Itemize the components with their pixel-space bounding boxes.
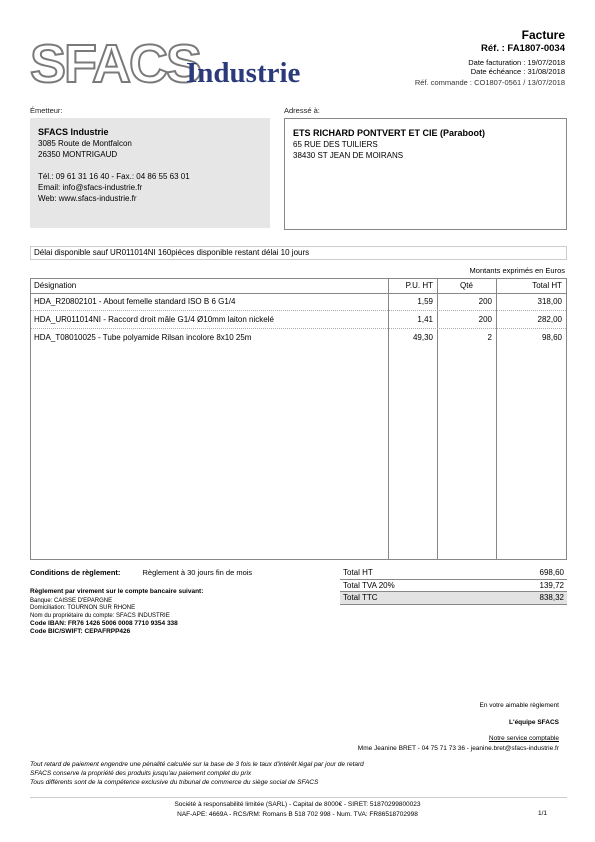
- bank-bic: Code BIC/SWIFT: CEPAFRPP426: [30, 627, 131, 635]
- recipient-name: ETS RICHARD PONTVERT ET CIE (Paraboot): [293, 128, 486, 138]
- item-quantity: 200: [478, 315, 492, 324]
- closing-greeting: En votre aimable règlement: [479, 702, 559, 709]
- bank-name: Banque: CAISSE D'EPARGNE: [30, 597, 113, 604]
- total-tva-value: 139,72: [539, 580, 564, 590]
- sender-address-line2: 26350 MONTRIGAUD: [38, 150, 118, 159]
- total-ht-label: Total HT: [343, 568, 373, 577]
- header-unit-price: P.U. HT: [405, 281, 433, 290]
- item-unit-price: 1,59: [417, 297, 433, 306]
- closing-team: L'équipe SFACS: [509, 719, 559, 726]
- totals-table: [340, 567, 567, 605]
- header-total: Total HT: [532, 281, 562, 290]
- invoice-dates: [468, 58, 565, 76]
- item-total: 318,00: [537, 297, 562, 306]
- footer-divider: [30, 797, 567, 798]
- header-quantity: Qté: [460, 281, 473, 290]
- header-designation: Désignation: [34, 281, 77, 290]
- sender-box: [30, 118, 270, 228]
- total-ht-value: 698,60: [539, 568, 564, 577]
- footer: [0, 800, 595, 819]
- bank-iban: Code IBAN: FR76 1426 5006 0008 7710 9354 338: [30, 620, 178, 627]
- availability-notice: Délai disponible sauf UR011014NI 160piéces disponible restant délai 10 jours: [30, 246, 567, 260]
- legal-note: Tous différents sont de la compétence exclusive du tribunal de commerce du siège social de SFACS: [30, 779, 319, 786]
- document-title: Facture: [521, 28, 565, 42]
- legal-notes: [30, 760, 364, 787]
- order-reference: Réf. commande : CO1807-0561 / 13/07/2018: [414, 78, 565, 87]
- legal-note: Tout retard de paiement engendre une pénalité calculée sur la base de 3 fois le taux d'intérêt légal par jour de retard: [30, 761, 364, 768]
- invoice-reference: Réf. : FA1807-0034: [481, 43, 565, 54]
- total-ht-row: [340, 567, 567, 580]
- sender-website[interactable]: Web: www.sfacs-industrie.fr: [38, 194, 137, 203]
- footer-line2: NAF-APE: 4669A - RCS/RM: Romans B 518 702 998 - Num. TVA: FR86518702998: [177, 810, 418, 818]
- total-tva-label: Total TVA 20%: [343, 580, 395, 590]
- item-unit-price: 1,41: [417, 315, 433, 324]
- conditions-value: Règlement à 30 jours fin de mois: [142, 568, 253, 577]
- table-row: [31, 294, 566, 311]
- company-logo: [28, 34, 318, 90]
- legal-note: SFACS conserve la propriété des produits jusqu'au paiement complet du prix: [30, 770, 252, 777]
- page-number: 1/1: [537, 810, 547, 817]
- recipient-label: Adressé à:: [284, 106, 320, 115]
- table-row: [31, 312, 566, 329]
- item-quantity: 200: [478, 297, 492, 306]
- due-date: Date échéance : 31/08/2018: [470, 67, 565, 76]
- bank-account-owner: Nom du propriétaire du compte: SFACS INDUSTRIE: [30, 612, 170, 619]
- bank-domiciliation: Domiciliation: TOURNON SUR RHONE: [30, 605, 136, 611]
- item-designation: HDA_T08010025 - Tube polyamide Rilsan incolore 8x10 25m: [34, 333, 252, 342]
- item-designation: HDA_R20802101 - About femelle standard ISO B 6 G1/4: [34, 297, 236, 306]
- item-unit-price: 49,30: [412, 333, 433, 342]
- items-table: [30, 278, 567, 560]
- recipient-box: [284, 118, 567, 230]
- logo-main-text: SFACS: [30, 34, 201, 90]
- closing-contact: Mme Jeanine BRET - 04 75 71 73 36 - jeanine.bret@sfacs-industrie.fr: [357, 745, 559, 752]
- bank-details: [30, 588, 203, 635]
- payment-conditions: [30, 568, 252, 577]
- closing-service: Notre service comptable: [488, 735, 559, 742]
- recipient-address-line2: 38430 ST JEAN DE MOIRANS: [293, 151, 404, 160]
- item-total: 98,60: [541, 333, 562, 342]
- logo-sub-text: Industrie: [186, 57, 301, 89]
- sender-email[interactable]: Email: info@sfacs-industrie.fr: [38, 183, 143, 192]
- sender-phone: Tél.: 09 61 31 16 40 - Fax.: 04 86 55 63 01: [38, 172, 190, 181]
- sender-address-line1: 3085 Route de Montfalcon: [38, 139, 132, 148]
- conditions-label: Conditions de règlement:: [30, 568, 121, 577]
- total-ttc-value: 838,32: [539, 593, 564, 602]
- bank-title: Règlement par virement sur le compte bancaire suivant:: [30, 588, 204, 595]
- sender-label: Émetteur:: [30, 106, 63, 115]
- invoice-date: Date facturation : 19/07/2018: [468, 58, 565, 67]
- item-total: 282,00: [537, 315, 562, 324]
- table-header-row: [31, 279, 566, 294]
- sender-name: SFACS Industrie: [38, 127, 109, 137]
- total-tva-row: [340, 580, 567, 593]
- total-ttc-row: [340, 592, 567, 605]
- recipient-address-line1: 65 RUE DES TUILIERS: [293, 140, 378, 149]
- currency-note: Montants exprimés en Euros: [469, 266, 565, 275]
- footer-line1: Société à responsabilité limitée (SARL) - Capital de 8000€ - SIRET: 51870299800023: [174, 801, 421, 808]
- item-quantity: 2: [487, 333, 492, 342]
- total-ttc-label: Total TTC: [343, 593, 378, 602]
- table-row: [31, 330, 566, 346]
- item-designation: HDA_UR011014NI - Raccord droit mâle G1/4 Ø10mm laiton nickelé: [34, 315, 274, 324]
